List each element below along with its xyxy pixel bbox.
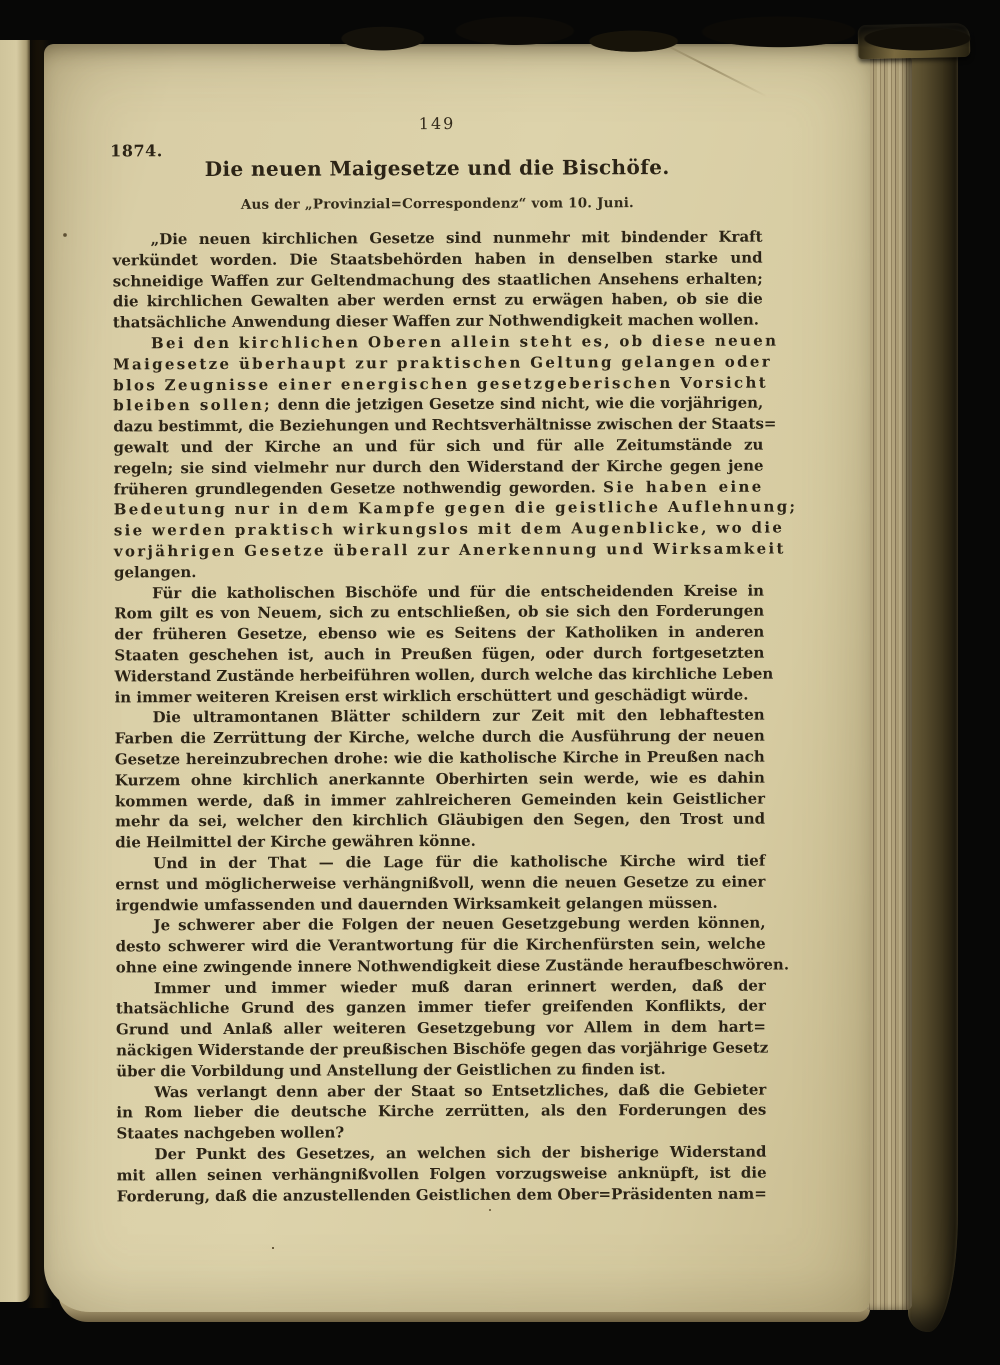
text-line: gewalt und der Kirche an und für sich und für alle Zeitumstände zu xyxy=(113,435,764,457)
article-body xyxy=(112,227,798,1207)
text-line: mehr da sei, welcher den kirchlich Gläubigen den Segen, den Trost und xyxy=(115,809,766,831)
text-line: Maigesetze überhaupt zur praktischen Geltung gelangen oder xyxy=(113,352,773,374)
page-surface xyxy=(44,44,870,1312)
text-line: kommen werde, daß in immer zahlreicheren Gemeinden kein Geistlicher xyxy=(114,789,766,810)
text-line: sie werden praktisch wirkungslos mit dem Augenblicke, wo die xyxy=(113,518,785,540)
text-line: Immer und immer wieder muß daran erinnert werden, daß der xyxy=(153,976,766,997)
text-line: Grund und Anlaß aller weiteren Gesetzgebung vor Allem in dem hart= xyxy=(115,1017,767,1039)
paragraph xyxy=(115,975,769,1082)
article-title: Die neuen Maigesetze und die Bischöfe. xyxy=(204,154,670,182)
text-line: irgendwie umfassenden und dauernden Wirksamkeit gelangen müssen. xyxy=(115,893,718,914)
paragraph xyxy=(113,331,798,583)
text-line: näckigen Widerstande der preußischen Bischöfe gegen das vorjährige Gesetz xyxy=(116,1038,769,1060)
text-line: früheren grundlegenden Gesetze nothwendig geworden. Sie haben eine xyxy=(113,477,764,498)
page-content xyxy=(110,113,798,1206)
text-line: thatsächliche Grund des ganzen immer tiefer greifenden Konflikts, der xyxy=(115,997,766,1018)
text-line: Die ultramontanen Blätter schildern zur Zeit mit den lebhaftesten xyxy=(152,705,765,727)
text-line: desto schwerer wird die Verantwortung für die Kirchenfürsten sein, welche xyxy=(115,934,766,956)
paragraph xyxy=(116,1142,766,1207)
text-line: Widerstand Zustände herbeiführen wollen, durch welche das kirchliche Leben xyxy=(114,664,774,686)
text-line: Für die katholischen Bischöfe und für die entscheidenden Kreise in xyxy=(152,581,765,602)
text-line: gelangen. xyxy=(113,562,197,582)
text-line: Der Punkt des Gesetzes, an welchen sich der bisherige Widerstand xyxy=(154,1142,767,1164)
text-line: die kirchlichen Gewalten aber werden ernst zu erwägen haben, ob sie die xyxy=(112,289,763,311)
text-line: Rom gilt es von Neuem, sich zu entschließen, ob sie sich den Forderungen xyxy=(114,601,765,623)
text-line: Staaten geschehen ist, auch in Preußen fügen, oder durch fortgesetzten xyxy=(114,643,765,665)
text-line: Kurzem ohne kirchlich anerkannte Oberhirten sein werde, wie es dahin xyxy=(114,768,765,790)
text-line: Farben die Zerrüttung der Kirche, welche durch die Ausführung der neuen xyxy=(114,726,765,748)
text-line: Bedeutung nur in dem Kampfe gegen die geistliche Auflehnung; xyxy=(113,497,798,519)
text-line: in Rom lieber die deutsche Kirche zerrütten, als den Forderungen des xyxy=(116,1101,767,1122)
text-line: mit allen seinen verhängnißvollen Folgen vorzugsweise anknüpft, ist die xyxy=(116,1163,767,1185)
text-line: Je schwerer aber die Folgen der neuen Gesetzgebung werden können, xyxy=(153,913,766,935)
paragraph xyxy=(115,913,790,978)
text-line: Staates nachgeben wollen? xyxy=(116,1123,345,1143)
text-line: regeln; sie sind vielmehr nur durch den Widerstand der Kirche gegen jene xyxy=(113,456,764,478)
text-line: Gesetze hereinzubrechen drohe: wie die katholische Kirche in Preußen nach xyxy=(114,747,765,769)
paragraph xyxy=(115,850,765,915)
text-line: Und in der That — die Lage für die katholische Kirche wird tief xyxy=(153,851,766,873)
paragraph xyxy=(113,227,763,334)
book-cover-edge xyxy=(908,32,958,1332)
text-line: vorjährigen Gesetze überall zur Anerkennung und Wirksamkeit xyxy=(113,539,786,561)
article-subtitle: Aus der „Provinzial=Correspondenz“ vom 10. Juni. xyxy=(240,195,634,213)
text-line: Was verlangt denn aber der Staat so Entsetzliches, daß die Gebieter xyxy=(154,1080,767,1101)
text-line: der früheren Gesetze, ebenso wie es Seitens der Katholiken in anderen xyxy=(114,622,765,644)
paragraph xyxy=(114,580,774,708)
paragraph xyxy=(116,1079,766,1144)
paragraph xyxy=(115,705,766,853)
text-line: schneidige Waffen zur Geltendmachung des staatlichen Ansehens erhalten; xyxy=(112,269,763,291)
fore-edge-pages xyxy=(866,54,912,1310)
text-line: blos Zeugnisse einer energischen gesetzgeberischen Vorsicht xyxy=(113,373,769,394)
text-line: die Heilmittel der Kirche gewähren könne. xyxy=(115,831,476,852)
text-line: thatsächliche Anwendung dieser Waffen zur Nothwendigkeit machen wollen. xyxy=(112,310,760,332)
text-line: bleiben sollen; denn die jetzigen Gesetze sind nicht, wie die vorjährigen, xyxy=(113,393,764,415)
text-line: in immer weiteren Kreisen erst wirklich erschüttert und geschädigt würde. xyxy=(114,685,749,706)
text-line: über die Vorbildung und Anstellung der Geistlichen zu finden ist. xyxy=(116,1059,666,1081)
text-line: ernst und möglicherweise verhängnißvoll, wenn die neuen Gesetze zu einer xyxy=(115,872,766,894)
text-line: Forderung, daß die anzustellenden Geistlichen dem Ober=Präsidenten nam= xyxy=(116,1184,767,1206)
text-line: ohne eine zwingende innere Nothwendigkeit diese Zustände heraufbeschwören. xyxy=(115,955,790,977)
text-line: „Die neuen kirchlichen Gesetze sind nunmehr mit bindender Kraft xyxy=(150,227,763,249)
text-line: verkündet worden. Die Staatsbehörden haben in denselben starke und xyxy=(112,248,763,270)
text-line: Bei den kirchlichen Oberen allein steht es, ob diese neuen xyxy=(150,331,779,353)
text-line: dazu bestimmt, die Beziehungen und Rechtsverhältnisse zwischen der Staats= xyxy=(113,414,777,436)
page-number: 149 xyxy=(418,113,456,134)
top-shadow-debris xyxy=(330,10,990,62)
year-label: 1874. xyxy=(110,141,163,161)
